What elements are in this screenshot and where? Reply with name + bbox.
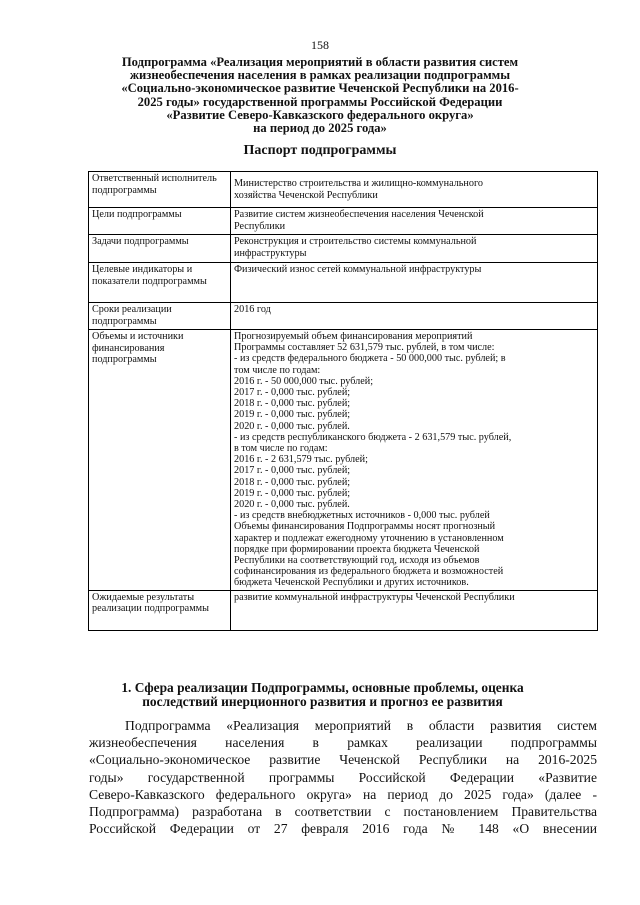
value-line: бюджета Чеченской Республики и других источников. [234,577,469,589]
value-line: - из средств федерального бюджета - 50 000,000 тыс. рублей; в [234,353,506,365]
section-heading-line: 1. Сфера реализации Подпрограммы, основные проблемы, оценка [121,680,524,695]
row-label: Целевые индикаторы и показатели подпрограммы [89,263,231,303]
value-line: развитие коммунальной инфраструктуры Чеченской Республики [234,591,515,603]
body-line: жизнеобеспечения населения в рамках реализации подпрограммы [89,735,597,751]
title-line: жизнеобеспечения населения в рамках реализации подпрограммы [129,68,511,83]
body-line: Северо-Кавказского федерального округа» на период до 2025 года» (далее - [89,786,597,802]
value-line: 2019 г. - 0,000 тыс. рублей; [234,487,351,499]
value-line: Программы составляет 52 631,579 тыс. рублей, в том числе: [234,342,495,354]
value-line: характер и подлежат ежегодному уточнению в установленном [234,532,504,544]
row-value [231,330,598,591]
row-label: Объемы и источники финансирования подпрограммы [89,330,231,591]
body-line: Российской Федерации от 27 февраля 2016 года № 148 «О внесении [89,821,597,837]
value-line: 2016 г. - 2 631,579 тыс. рублей; [234,454,368,466]
value-line: том числе по годам: [234,364,321,376]
value-line: софинансирования из федерального бюджета и возможностей [234,566,504,578]
value-line: Министерство строительства и жилищно-коммунального [234,178,484,189]
row-label: Ответственный исполнитель подпрограммы [89,172,231,208]
value-line: 2016 год [234,304,271,315]
value-line: 2017 г. - 0,000 тыс. рублей; [234,387,351,399]
value-line: 2017 г. - 0,000 тыс. рублей; [234,465,351,477]
value-line: Развитие систем жизнеобеспечения населения Чеченской [234,209,484,220]
table-row [89,208,598,235]
table-row [89,590,598,630]
value-line: Объемы финансирования Подпрограммы носят прогнозный [234,521,496,533]
value-line: хозяйства Чеченской Республики [234,189,378,201]
value-line: в том числе по годам: [234,443,328,455]
value-line: 2020 г. - 0,000 тыс. рублей. [234,420,350,432]
title-line: на период до 2025 года» [253,121,387,136]
value-line: 2020 г. - 0,000 тыс. рублей. [234,499,350,511]
value-line: Реконструкция и строительство системы коммунальной [234,236,477,247]
page-number: 158 [311,38,329,52]
title-line: 2025 годы» государственной программы Российской Федерации [137,94,503,109]
value-line: Прогнозируемый объем финансирования мероприятий [234,331,473,342]
value-line: Физический износ сетей коммунальной инфраструктуры [234,264,482,275]
row-label: Ожидаемые результаты реализации подпрограммы [89,590,231,630]
body-paragraph [89,717,597,837]
row-label: Задачи подпрограммы [89,235,231,263]
value-line: 2018 г. - 0,000 тыс. рублей; [234,476,351,488]
table-row [89,263,598,303]
section-heading-line: последствий инерционного развития и прогноз ее развития [142,693,503,709]
value-line: 2016 г. - 50 000,000 тыс. рублей; [234,375,374,387]
title-line: «Социально-экономическое развитие Чеченской Республики на 2016- [121,81,519,96]
title-line: Подпрограмма «Реализация мероприятий в области развития систем [121,55,519,69]
table-row [89,303,598,330]
row-value [231,172,598,208]
passport-heading: Паспорт подпрограммы [243,143,397,158]
value-line: 2019 г. - 0,000 тыс. рублей; [234,409,351,421]
value-line: 2018 г. - 0,000 тыс. рублей; [234,398,351,410]
table-row [89,235,598,263]
passport-table [88,171,598,631]
row-value [231,303,598,330]
body-line: годы» государственной программы Российской Федерации «Развитие [89,769,597,785]
row-value [231,235,598,263]
value-line: - из средств республиканского бюджета - 2 631,579 тыс. рублей, [234,431,512,443]
value-line: инфраструктуры [234,247,307,259]
body-line: Подпрограмма «Реализация мероприятий в области развития систем [125,718,597,733]
table-row [89,172,598,208]
value-line: Республики на соответствующий год, исходя из объемов [234,555,480,567]
value-line: порядке при формировании проекта бюджета Чеченской [234,543,480,555]
body-line: «Социально-экономическое развитие Чеченской Республики на 2016-2025 [89,752,597,768]
value-line: Республики [234,220,286,232]
document-title [95,56,545,135]
value-line: - из средств внебюджетных источников - 0,000 тыс. рублей [234,510,490,522]
row-value [231,263,598,303]
row-value [231,590,598,630]
row-value [231,208,598,235]
body-line: Подпрограмма) разработана в соответствии с постановлением Правительства [89,804,597,820]
row-label: Сроки реализации подпрограммы [89,303,231,330]
title-line: «Развитие Северо-Кавказского федерального округа» [166,107,474,122]
row-label: Цели подпрограммы [89,208,231,235]
table-row [89,330,598,591]
section-heading [95,681,550,708]
